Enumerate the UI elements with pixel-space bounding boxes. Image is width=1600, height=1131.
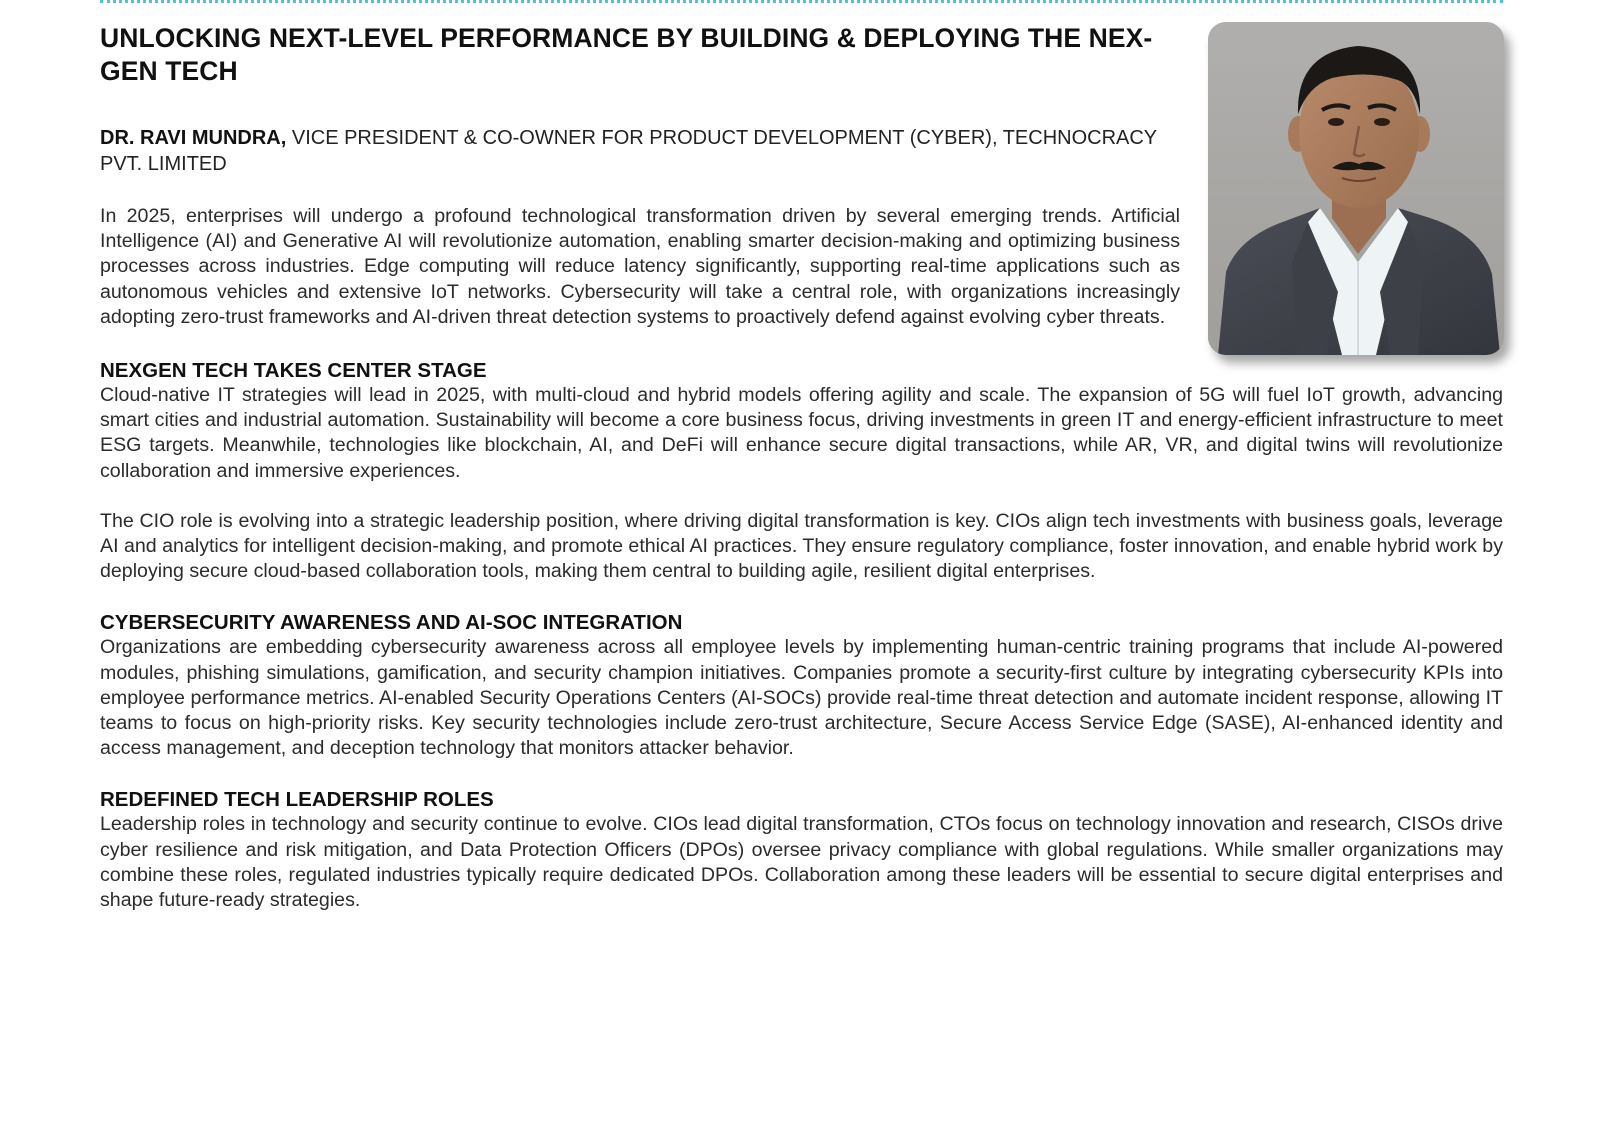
- section-heading: CYBERSECURITY AWARENESS AND AI-SOC INTEGRATION: [100, 611, 683, 635]
- section-nexgen-tech: [100, 358, 1503, 584]
- section-paragraph: Organizations are embedding cybersecurity awareness across all employee levels by implementing human-centric training programs that include AI-powered modules, phishing simulations, gamification, and security champion initiatives. Companies promote a security-first culture by integrating cybersecurity KPIs into employee performance metrics. AI-enabled Security Operations Centers (AI-SOCs) provide real-time threat detection and automate incident response, allowing IT teams to focus on high-priority risks. Key security technologies include zero-trust architecture, Secure Access Service Edge (SASE), AI-enhanced identity and access management, and deception technology that monitors attacker behavior.: [100, 636, 1503, 760]
- section-leadership-roles: [100, 787, 1503, 913]
- author-byline: [100, 125, 1180, 177]
- author-photo: [1208, 22, 1504, 355]
- article: [100, 22, 1503, 913]
- top-dotted-rule: [100, 0, 1503, 3]
- section-paragraph: The CIO role is evolving into a strategic leadership position, where driving digital transformation is key. CIOs align tech investments with business goals, leverage AI and analytics for intelligent decision-making, and promote ethical AI practices. They ensure regulatory compliance, foster innovation, and enable hybrid work by deploying secure cloud-based collaboration tools, making them central to building agile, resilient digital enterprises.: [100, 509, 1503, 583]
- author-name: DR. RAVI MUNDRA,: [100, 127, 287, 149]
- section-paragraph: Leadership roles in technology and security continue to evolve. CIOs lead digital transformation, CTOs focus on technology innovation and research, CISOs drive cyber resilience and risk mitigation, and Data Protection Officers (DPOs) oversee privacy compliance with global regulations. While smaller organizations may combine these roles, regulated industries typically require dedicated DPOs. Collaboration among these leaders will be essential to secure digital enterprises and shape future-ready strategies.: [100, 813, 1503, 912]
- article-title: UNLOCKING NEXT-LEVEL PERFORMANCE BY BUILDING & DEPLOYING THE NEX-GEN TECH: [100, 23, 1153, 86]
- author-portrait-illustration: [1208, 22, 1504, 355]
- article-header: [100, 22, 1180, 330]
- section-heading: REDEFINED TECH LEADERSHIP ROLES: [100, 788, 494, 812]
- author-role: VICE PRESIDENT & CO-OWNER FOR PRODUCT DEVELOPMENT (CYBER), TECHNOCRACY PVT. LIMITED: [100, 127, 1157, 175]
- intro-paragraph: In 2025, enterprises will undergo a profound technological transformation driven by several emerging trends. Artificial Intelligence (AI) and Generative AI will revolutionize automation, enabling smarter decision-making and optimizing business processes across industries. Edge computing will reduce latency significantly, supporting real-time applications such as autonomous vehicles and extensive IoT networks. Cybersecurity will take a central role, with organizations increasingly adopting zero-trust frameworks and AI-driven threat detection systems to proactively defend against evolving cyber threats.: [100, 205, 1180, 328]
- section-paragraph: Cloud-native IT strategies will lead in 2025, with multi-cloud and hybrid models offering agility and scale. The expansion of 5G will fuel IoT growth, advancing smart cities and industrial automation. Sustainability will become a core business focus, driving investments in green IT and energy-efficient infrastructure to meet ESG targets. Meanwhile, technologies like blockchain, AI, and DeFi will enhance secure digital transactions, while AR, VR, and digital twins will revolutionize collaboration and immersive experiences.: [100, 384, 1503, 482]
- section-heading: NEXGEN TECH TAKES CENTER STAGE: [100, 359, 487, 383]
- section-cybersecurity-awareness: [100, 610, 1503, 761]
